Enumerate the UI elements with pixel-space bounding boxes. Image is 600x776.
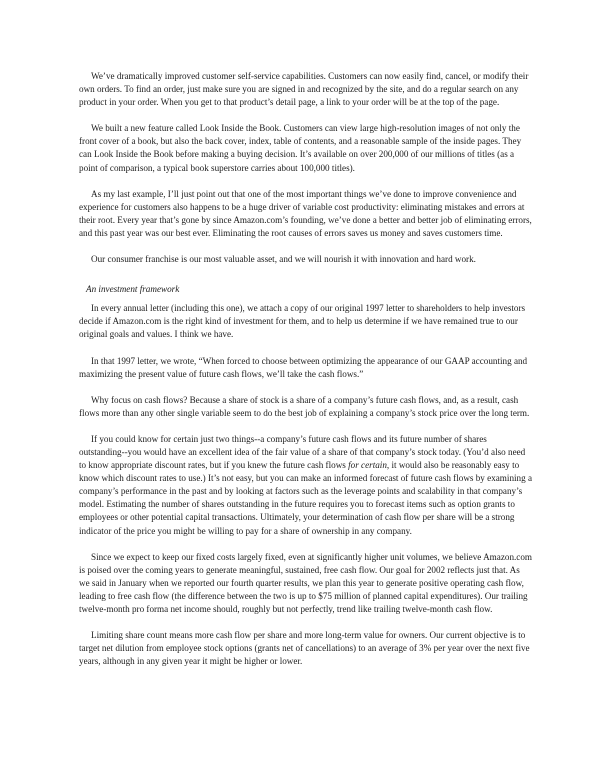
paragraph-two-things [79, 433, 532, 538]
paragraph-two-things-part2: , it would also be reasonably easy to know which discount rates to use.) It’s not easy, but you can make an informed forecast of future cash flows by examining a company’s performance in the past and by looking at factors such as the leverage points and scalability in that company’s model. Estimating the number of shares outstanding in the future requires you to forecast items such as option grants to employees or other potential capital transactions. Ultimately, your determination of cash flow per share will be a strong indicator of the price you might be willing to pay for a share of ownership in any company. [79, 460, 532, 536]
emphasis-for-certain: for certain [348, 460, 387, 471]
section-heading: An investment framework [86, 284, 180, 295]
paragraph-self-service: We’ve dramatically improved customer self-service capabilities. Customers can now easily find, cancel, or modify their own orders. To find an order, just make sure you are signed in and recognized by the site, and do a regular search on any product in your order. When you get to that product’s detail page, a link to your order will be at the top of the page. [79, 71, 529, 108]
paragraph-1997-quote: In that 1997 letter, we wrote, “When forced to choose between optimizing the appearance of our GAAP accounting and maximizing the present value of future cash flows, we’ll take the cash flows.” [79, 355, 528, 379]
paragraph-annual-letter: In every annual letter (including this one), we attach a copy of our original 1997 letter to shareholders to help investors decide if Amazon.com is the right kind of investment for them, and to help us determine if we have remained true to our original goals and values. I think we have. [79, 303, 526, 340]
paragraph-share-count: Limiting share count means more cash flow per share and more long-term value for owners. Our current objective is to target net dilution from employee stock options (grants net of cancellations) to an average of 3% per year over the next five years, although in any given year it might be higher or lower. [79, 630, 530, 667]
paragraph-fixed-costs: Since we expect to keep our fixed costs largely fixed, even at significantly higher unit volumes, we believe Amazon.com is poised over the coming years to generate meaningful, sustained, free cash flow. Our goal for 2002 reflects just that. As we said in January when we reported our fourth quarter results, we plan this year to generate positive operating cash flow, leading to free cash flow (the difference between the two is up to $75 million of planned capital expenditures). Our trailing twelve-month pro forma net income should, roughly but not perfectly, trend like trailing twelve-month cash flow. [79, 551, 532, 614]
paragraph-errors: As my last example, I’ll just point out that one of the most important things we’ve done to improve convenience and experience for customers also happens to be a huge driver of variable cost productivity: eliminating mistakes and errors at their root. Every year that’s gone by since Amazon.com’s founding, we’ve done a better and better job of eliminating errors, and this past year was our best ever. Eliminating the root causes of errors saves us money and saves customers time. [79, 188, 532, 238]
paragraph-two-things-part1: If you could know for certain just two things--a company’s future cash flows and its future number of shares outstanding--you would have an excellent idea of the fair value of a share of that company’s stock today. (You’d also need to know appropriate discount rates, but if you knew the future cash flows [79, 433, 526, 471]
paragraph-why-cash-flows: Why focus on cash flows? Because a share of stock is a share of a company’s future cash flows, and, as a result, cash flows more than any other single variable seem to do the best job of explaining a company’s stock price over the long term. [79, 394, 530, 418]
paragraph-franchise: Our consumer franchise is our most valuable asset, and we will nourish it with innovation and hard work. [91, 254, 476, 265]
paragraph-look-inside: We built a new feature called Look Inside the Book. Customers can view large high-resolution images of not only the front cover of a book, but also the back cover, index, table of contents, and a reasonable sample of the inside pages. They can Look Inside the Book before making a buying decision. It’s available on over 200,000 of our millions of titles (as a point of comparison, a typical book superstore carries about 100,000 titles). [79, 123, 522, 173]
